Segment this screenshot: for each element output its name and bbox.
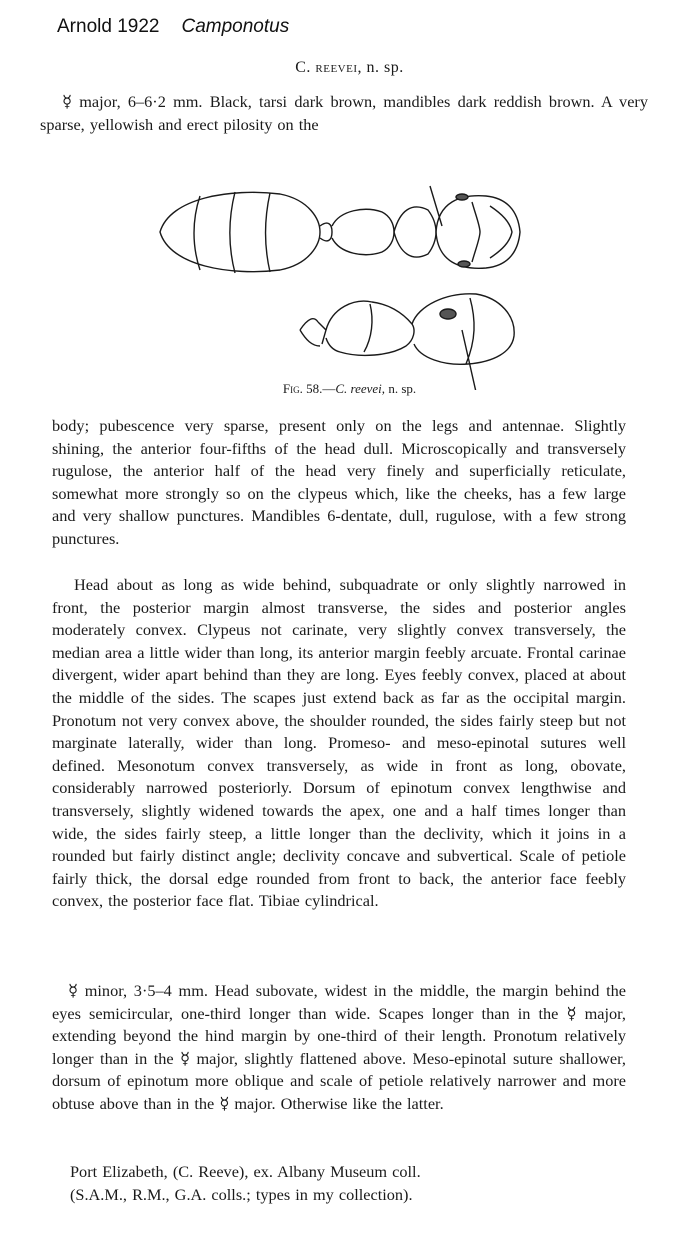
minor-worker-paragraph: ☿ minor, 3·5–4 mm. Head subovate, widest in the middle, the margin behind the eyes semicircular, one-third longer than wide. Scapes longer than in the ☿ major, extending beyond the hind margin by one-third of their length. Pronotum relatively longer than in the ☿ major, slightly flattened above. Meso-epinotal suture shallower, dorsum of epinotum more oblique and scale of petiole relatively narrower and more obtuse above than in the ☿ major. Otherwise like the latter. (52, 981, 626, 1113)
figure-species: C. reevei, (335, 381, 386, 396)
body-continuation-paragraph: body; pubescence very sparse, present only on the legs and antennae. Slightly shining, the anterior four-fifths of the head dull. Microscopically and transversely rugulose, the anterior half of the head very finely and superficially reticulate, somewhat more strongly so on the clypeus which, like the cheeks, has a few large and very shallow punctures. Mandibles 6-dentate, dull, rugulose, with a few strong punctures. (52, 416, 626, 548)
page-header (57, 16, 289, 38)
genus-name: Camponotus (181, 16, 290, 37)
locality-block (70, 1160, 630, 1206)
locality-line: Port Elizabeth, (C. Reeve), ex. Albany Museum coll. (70, 1162, 421, 1181)
figure-caption (0, 381, 699, 397)
ant-illustration (150, 180, 530, 390)
dorsal-view (160, 186, 520, 273)
collections-line: (S.A.M., R.M., G.A. colls.; types in my collection). (70, 1185, 413, 1204)
species-status: n. sp. (366, 59, 404, 76)
lateral-view (300, 294, 514, 390)
figure-status: n. sp. (388, 381, 417, 396)
author-year: Arnold 1922 (57, 16, 160, 37)
intro-paragraph: ☿ major, 6–6·2 mm. Black, tarsi dark brown, mandibles dark reddish brown. A very sparse, yellowish and erect pilosity on the (40, 92, 648, 134)
species-title (0, 59, 699, 77)
figure-number: Fig. 58.— (282, 381, 336, 396)
species-name: C. reevei, (295, 59, 363, 76)
head-description-paragraph: Head about as long as wide behind, subquadrate or only slightly narrowed in front, the posterior margin almost transverse, the sides and posterior angles moderately convex. Clypeus not carinate, very slightly convex transversely, the median area a little wider than long, its anterior margin feebly arcuate. Frontal carinae divergent, wider apart behind than they are long. Eyes feebly convex, placed at about the middle of the sides. The scapes just extend back as far as the occipital margin. Pronotum not very convex above, the shoulder rounded, the sides fairly steep but not marginate laterally, wider than long. Promeso- and meso-epinotal sutures well defined. Mesonotum convex transversely, as wide in front as long, obovate, considerably narrowed posteriorly. Dorsum of epinotum convex lengthwise and transversely, slightly widened towards the apex, one and a half times longer than wide, the sides fairly steep, a little longer than the declivity, which it joins in a rounded but fairly distinct angle; declivity concave and subvertical. Scale of petiole fairly thick, the dorsal edge rounded from front to back, the anterior face feebly convex, the posterior face flat. Tibiae cylindrical. (52, 575, 626, 911)
